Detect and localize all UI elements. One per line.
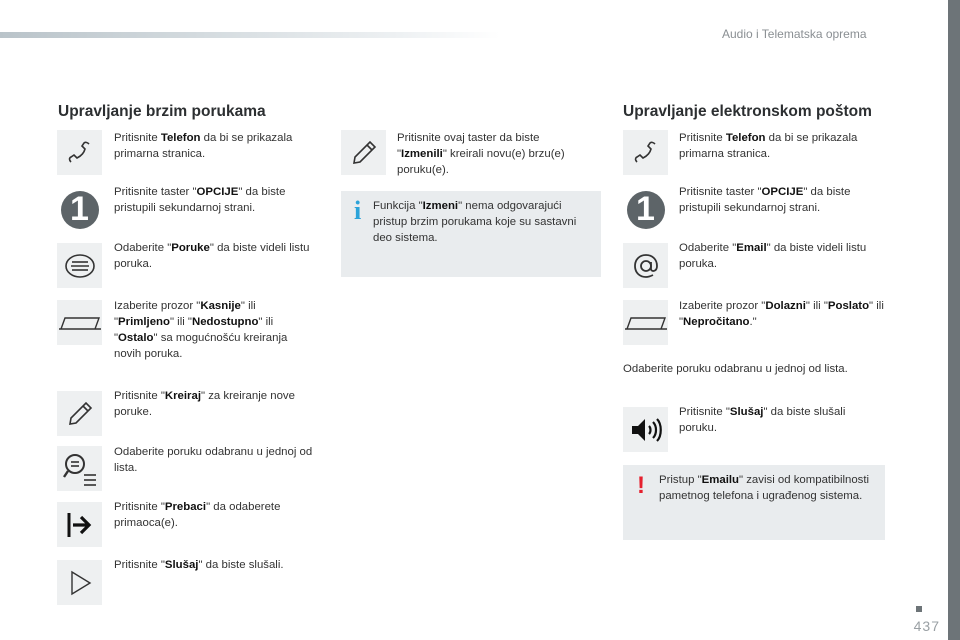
at-icon xyxy=(623,243,668,288)
middle-step-text: Pritisnite ovaj taster da biste "Izmenili" kreirali novu(e) brzu(e) poruku(e). xyxy=(397,132,565,176)
right-step-3-text: Odaberite "Email" da biste videli listu poruka. xyxy=(679,242,867,270)
right-step-1-text: Pritisnite Telefon da bi se prikazala primarna stranica. xyxy=(679,132,858,160)
info-note-box xyxy=(341,191,601,277)
header-decoration-bar xyxy=(0,32,500,38)
phone-icon xyxy=(623,130,668,175)
pencil-icon xyxy=(341,130,386,175)
right-heading: Upravljanje elektronskom poštom xyxy=(623,103,872,120)
left-step-6-text: Odaberite poruku odabranu u jednoj od lista. xyxy=(114,446,313,474)
left-step-7-text: Pritisnite "Prebaci" da odaberete primaoca(e). xyxy=(114,501,281,529)
right-step-4-text: Izaberite prozor "Dolazni" ili "Poslato" ili "Nepročitano." xyxy=(679,300,884,328)
forward-arrow-icon xyxy=(57,502,102,547)
speaker-icon xyxy=(623,407,668,452)
messages-icon xyxy=(57,243,102,288)
left-step-5-text: Pritisnite "Kreiraj" za kreiranje nove poruke. xyxy=(114,390,295,418)
section-title: Audio i Telematska oprema xyxy=(722,27,867,41)
left-step-2-text: Pritisnite taster "OPCIJE" da biste pristupili sekundarnoj strani. xyxy=(114,186,286,214)
page-number: 437 xyxy=(913,618,940,634)
left-heading: Upravljanje brzim porukama xyxy=(58,103,266,120)
step-one-badge-icon: 1 xyxy=(623,187,668,232)
left-step-8-text: Pritisnite "Slušaj" da biste slušali. xyxy=(114,559,284,571)
page-edge-stripe xyxy=(948,0,960,640)
warning-note-text: Pristup "Emailu" zavisi od kompatibilnosti pametnog telefona i ugrađenog sistema. xyxy=(659,474,870,502)
right-listen-text: Pritisnite "Slušaj" da biste slušali poruku. xyxy=(679,406,846,434)
warning-icon: ! xyxy=(637,472,645,499)
left-step-1-text: Pritisnite Telefon da bi se prikazala primarna stranica. xyxy=(114,132,293,160)
left-step-3-text: Odaberite "Poruke" da biste videli listu poruka. xyxy=(114,242,310,270)
warning-note-box xyxy=(623,465,885,540)
page-marker xyxy=(916,606,922,612)
pencil-icon xyxy=(57,391,102,436)
info-icon: i xyxy=(354,196,362,225)
left-step-4-text: Izaberite prozor "Kasnije" ili "Primljeno" ili "Nedostupno" ili "Ostalo" sa mogućnošću kreiranja novih poruka. xyxy=(114,300,288,360)
tab-icon xyxy=(57,300,102,345)
magnifier-list-icon xyxy=(57,446,102,491)
right-step-2-text: Pritisnite taster "OPCIJE" da biste pristupili sekundarnoj strani. xyxy=(679,186,851,214)
phone-icon xyxy=(57,130,102,175)
right-plain-text: Odaberite poruku odabranu u jednoj od lista. xyxy=(623,363,848,375)
tab-icon xyxy=(623,300,668,345)
info-note-text: Funkcija "Izmeni" nema odgovarajući pristup brzim porukama koje su sastavni deo sistema. xyxy=(373,200,577,244)
play-icon xyxy=(57,560,102,605)
step-one-badge-icon: 1 xyxy=(57,187,102,232)
